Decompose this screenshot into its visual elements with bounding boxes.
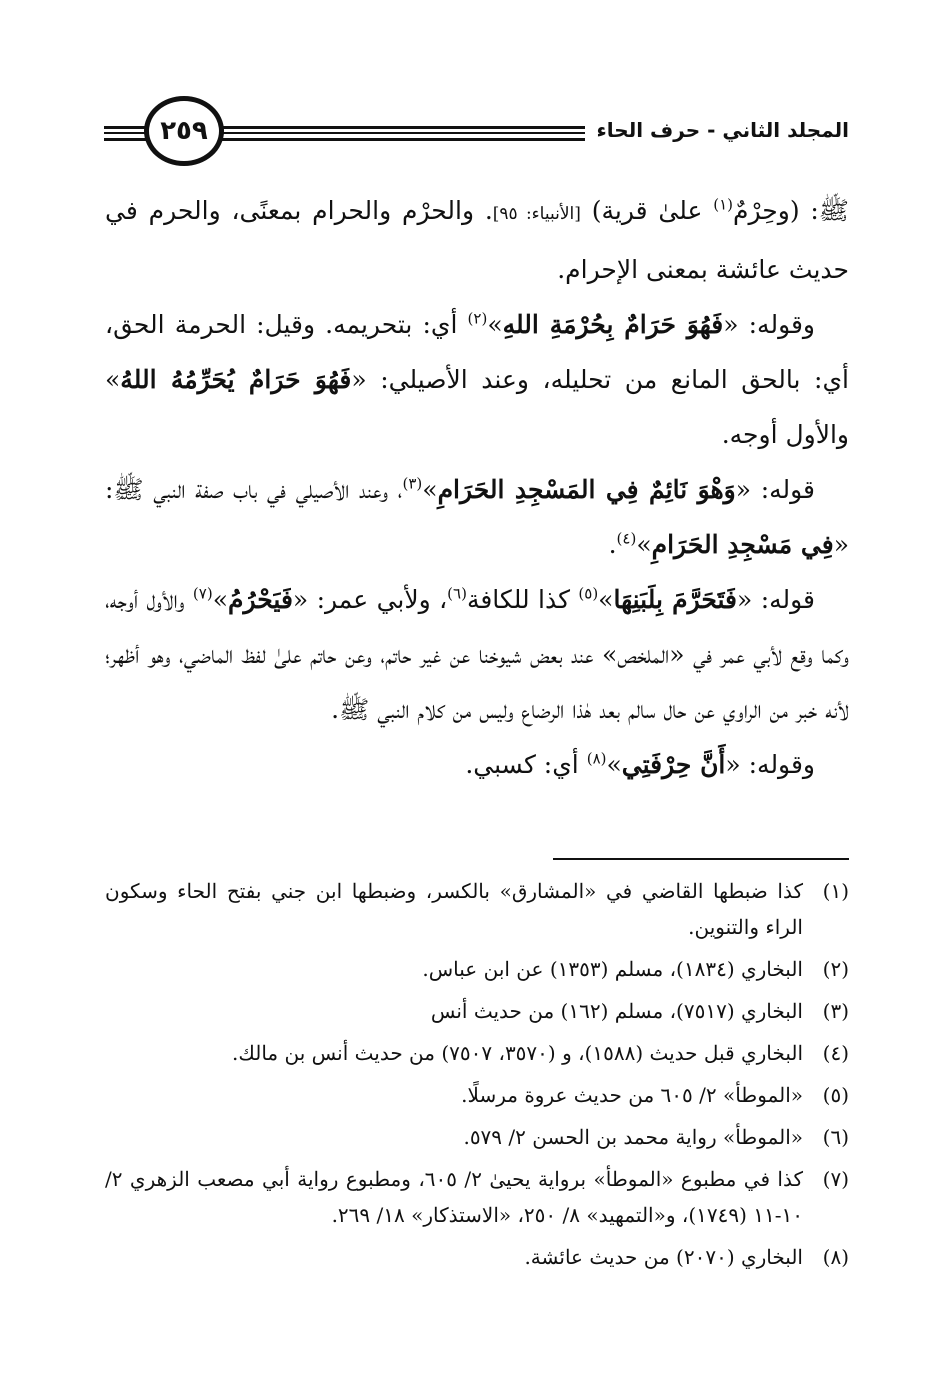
footnote-text: البخاري قبل حديث (١٥٨٨)، و (٣٥٧٠، ٧٥٠٧) من حديث أنس بن مالك. [232, 1041, 803, 1065]
footnote-ref: (٨) [586, 749, 607, 768]
footnote [105, 1035, 849, 1071]
footnote-number: (٤) [822, 1041, 849, 1065]
hadith-quote: وَهْوَ نَائِمٌ فِي المَسْجِدِ الحَرَامِ [437, 475, 736, 504]
footnote-text: كذا في مطبوع «الموطأ» برواية يحيىٰ ٢/ ٦٠٥، ومطبوع رواية أبي مصعب الزهري ٢/ ١٠-١١ (١٧٤٩)، و«التمهيد» ٨/ ٢٥٠، «الاستذكار» ١٨/ ٢٦٩. [105, 1167, 803, 1227]
footnote-number: (٨) [822, 1245, 849, 1269]
main-text [105, 183, 849, 792]
paragraph: ﷺ: (وحِرْمٌ$^{(١)}$ علىٰ قرية) [الأنبياء: ٩٥]. والحرْم والحرام بمعنًى، والحرم في حديث عائشة بمعنى الإحرام. [105, 195, 849, 284]
footnote-text: كذا ضبطها القاضي في «المشارق» بالكسر، وضبطها ابن جني بفتح الحاء وسكون الراء والتنوين. [105, 879, 803, 939]
footnote-number: (٧) [822, 1167, 849, 1191]
page-number: ٢٥٩ [144, 96, 224, 166]
footnote-ref: (٣) [402, 474, 423, 493]
footnote-divider [553, 858, 849, 860]
page-header [104, 96, 849, 172]
footnote-number: (٢) [822, 957, 849, 981]
footnote-ref: (٤) [616, 529, 637, 548]
footnote [105, 1077, 849, 1113]
hadith-quote: فِي مَسْجِدِ الحَرَامِ [651, 530, 834, 559]
hadith-quote: فَهُوَ حَرَامٌ يُحَرِّمُهُ اللهُ [120, 365, 352, 394]
footnote-ref: (٢) [467, 309, 488, 328]
running-title: المجلد الثاني - حرف الحاء [585, 118, 849, 142]
paragraph: قوله: «فَتَحَرَّمَ بِلَبَنِهَا»$^{(٥)}$ كذا للكافة$^{(٦)}$، ولأبي عمر: «فَيَحْرُمُ»$^{(٧)}$ والأول أوجه، وكما وقع لأبي عمر في «الملخص» عند بعض شيوخنا عن غير حاتم، وعن حاتم علىٰ لفظ الماضي، وهو أظهر؛ لأنه خبر من الراوي عن حال سالم بعد هٰذا الرضاع وليس من كلام النبي ﷺ. [105, 584, 849, 724]
footnote-number: (٥) [822, 1083, 849, 1107]
paragraph: وقوله: «فَهُوَ حَرَامٌ بِحُرْمَةِ اللهِ»$^{(٢)}$ أي: بتحريمه. وقيل: الحرمة الحق، أي: بالحق المانع من تحليله، وعند الأصيلي: «فَهُوَ حَرَامٌ يُحَرِّمُهُ اللهُ» والأول أوجه. [105, 309, 849, 449]
footnote [105, 1239, 849, 1275]
footnote-number: (٣) [822, 999, 849, 1023]
footnote-number: (١) [822, 879, 849, 903]
footnote-text: «الموطأ» رواية محمد بن الحسن ٢/ ٥٧٩. [463, 1125, 803, 1149]
footnote-ref: (٧) [192, 584, 213, 603]
footnote-text: «الموطأ» ٢/ ٦٠٥ من حديث عروة مرسلًا. [461, 1083, 803, 1107]
footnote-ref: (١) [713, 195, 734, 214]
footnote [105, 1161, 849, 1233]
paragraph: وقوله: «أَنَّ حِرْفَتِي»$^{(٨)}$ أي: كسبي. [465, 749, 815, 779]
footnote-text: البخاري (٧٥١٧)، مسلم (١٦٢) من حديث أنس [430, 999, 803, 1023]
hadith-quote: فَتَحَرَّمَ بِلَبَنِهَا [613, 585, 737, 614]
footnote-number: (٦) [822, 1125, 849, 1149]
footnote-ref: (٥) [578, 584, 599, 603]
footnote-text: البخاري (١٨٣٤)، مسلم (١٣٥٣) عن ابن عباس. [422, 957, 803, 981]
footnotes [105, 873, 849, 1281]
footnote [105, 1119, 849, 1155]
hadith-quote: فَهُوَ حَرَامٌ بِحُرْمَةِ اللهِ [502, 310, 724, 339]
hadith-quote: فَيَحْرُمُ [227, 585, 293, 614]
verse-reference: [الأنبياء: ٩٥] [492, 204, 581, 224]
paragraph: قوله: «وَهْوَ نَائِمٌ فِي المَسْجِدِ الحَرَامِ»$^{(٣)}$، وعند الأصيلي في باب صفة النبي ﷺ: «فِي مَسْجِدِ الحَرَامِ»$^{(٤)}$. [105, 474, 849, 559]
footnote [105, 873, 849, 945]
footnote [105, 993, 849, 1029]
hadith-quote: أَنَّ حِرْفَتِي [621, 750, 726, 779]
footnote-text: البخاري (٢٠٧٠) من حديث عائشة. [524, 1245, 803, 1269]
footnote [105, 951, 849, 987]
footnote-ref: (٦) [447, 584, 467, 603]
